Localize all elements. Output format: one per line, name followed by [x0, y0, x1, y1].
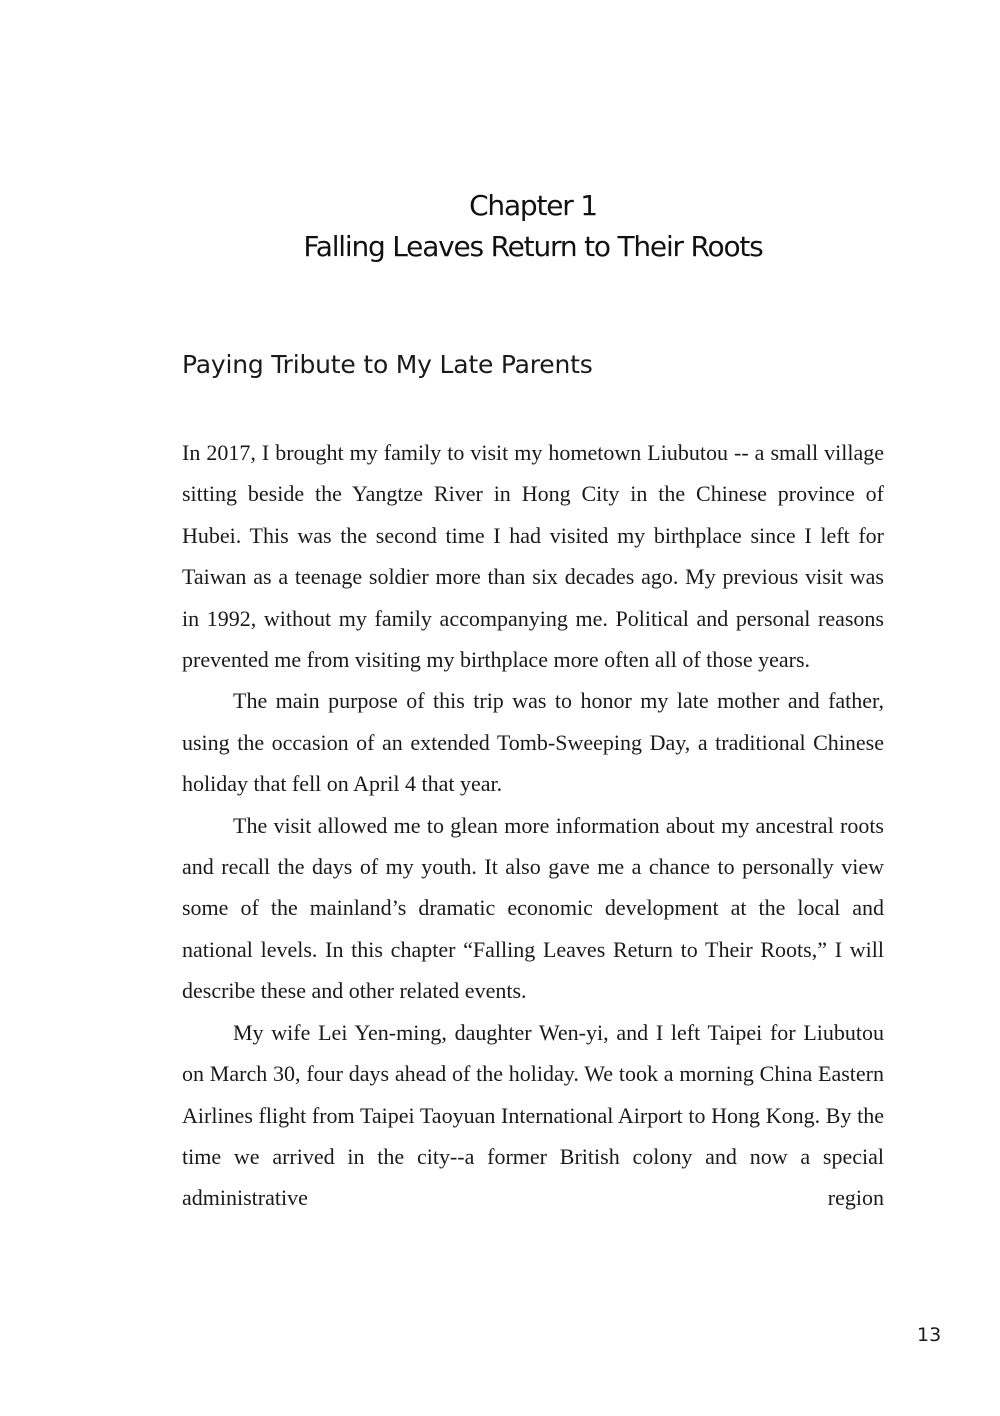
- section-title: Paying Tribute to My Late Parents: [182, 350, 593, 379]
- body-text: [182, 432, 884, 1219]
- chapter-number: Chapter 1: [469, 189, 597, 222]
- paragraph-2: The main purpose of this trip was to honor my late mother and father, using the occasion of an extended Tomb-Sweeping Day, a traditional Chinese holiday that fell on April 4 that year.: [182, 688, 884, 797]
- paragraph-4: My wife Lei Yen-ming, daughter Wen-yi, and I left Taipei for Liubutou on March 30, four days ahead of the holiday. We took a morning China Eastern Airlines flight from Taipei Taoyuan International Airport to Hong Kong. By the time we arrived in the city--a former British colony and now a special administrative region: [182, 1019, 884, 1211]
- paragraph-3: The visit allowed me to glean more information about my ancestral roots and recall the days of my youth. It also gave me a chance to personally view some of the mainland’s dramatic economic development at the local and national levels. In this chapter “Falling Leaves Return to Their Roots,” I will describe these and other related events.: [182, 812, 884, 1004]
- chapter-title: Falling Leaves Return to Their Roots: [303, 230, 763, 263]
- chapter-heading: [180, 185, 886, 267]
- page-number: 13: [917, 1324, 942, 1346]
- paragraph-1: In 2017, I brought my family to visit my hometown Liubutou -- a small village sitting beside the Yangtze River in Hong City in the Chinese province of Hubei. This was the second time I had visited my birthplace since I left for Taiwan as a teenage soldier more than six decades ago. My previous visit was in 1992, without my family accompanying me. Political and personal reasons prevented me from visiting my birthplace more often all of those years.: [182, 440, 884, 673]
